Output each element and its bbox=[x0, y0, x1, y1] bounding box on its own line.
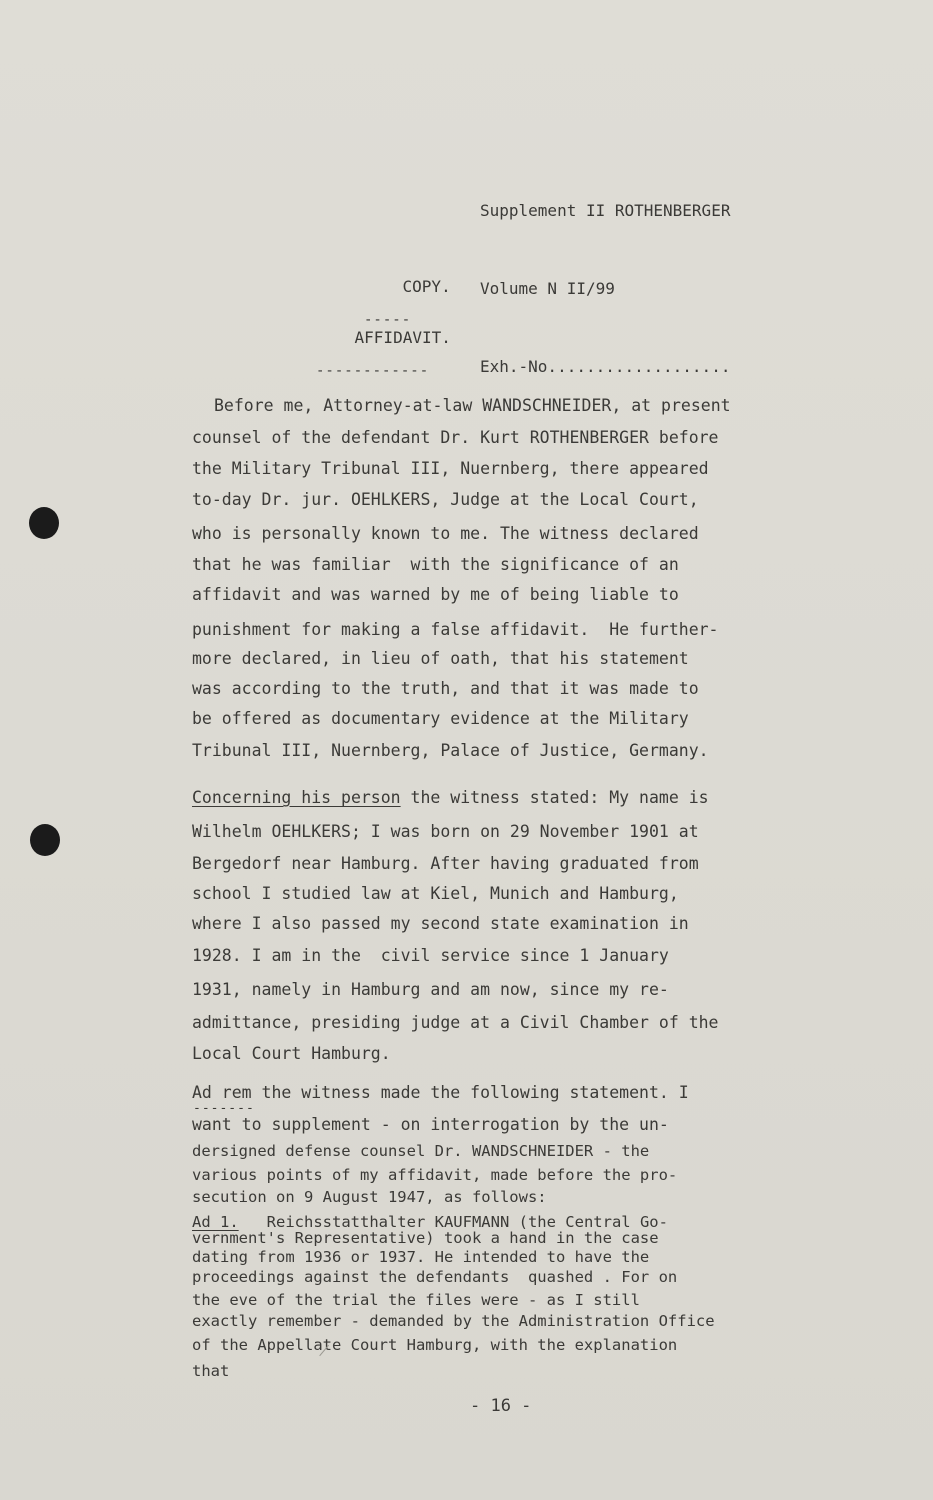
para1-line: that he was familiar with the significance of an bbox=[192, 555, 679, 574]
para3-line: dersigned defense counsel Dr. WANDSCHNEIDER - the bbox=[192, 1142, 650, 1160]
para3-first-line bbox=[192, 1083, 689, 1102]
para2-lead: Concerning his person bbox=[192, 788, 401, 807]
para2-line: Local Court Hamburg. bbox=[192, 1044, 391, 1063]
para1-line: was according to the truth, and that it was made to bbox=[192, 679, 699, 698]
para3-line: various points of my affidavit, made before the pro- bbox=[192, 1166, 678, 1184]
point1-line: of the Appellate Court Hamburg, with the explanation bbox=[192, 1336, 678, 1354]
para3-lead: Ad rem bbox=[192, 1083, 252, 1102]
para1-line: be offered as documentary evidence at the Military bbox=[192, 709, 689, 728]
para1-line: who is personally known to me. The witness declared bbox=[192, 524, 699, 543]
para2-first-rest: the witness stated: My name is bbox=[400, 788, 709, 807]
para2-line: admittance, presiding judge at a Civil Chamber of the bbox=[192, 1013, 719, 1032]
header-exhibit-number: Exh.-No................... bbox=[480, 357, 731, 376]
point1-line: proceedings against the defendants quashed . For on bbox=[192, 1268, 678, 1286]
header-supplement: Supplement II ROTHENBERGER bbox=[480, 201, 731, 220]
copy-label: COPY. bbox=[402, 277, 451, 296]
point1-line: that bbox=[192, 1362, 230, 1380]
exhibit-header bbox=[480, 146, 730, 432]
para2-line: 1928. I am in the civil service since 1 January bbox=[192, 946, 669, 965]
para2-line: Wilhelm OEHLKERS; I was born on 29 November 1901 at bbox=[192, 822, 699, 841]
point1-label: Ad 1. bbox=[192, 1213, 239, 1231]
para1-line: punishment for making a false affidavit. He further- bbox=[192, 620, 719, 639]
affidavit-label: AFFIDAVIT. bbox=[354, 328, 451, 347]
point1-line: vernment's Representative) took a hand in the case bbox=[192, 1229, 659, 1247]
para3-first-rest: the witness made the following statement. I bbox=[251, 1083, 689, 1102]
para2-first-line bbox=[192, 788, 709, 807]
para2-line: where I also passed my second state examination in bbox=[192, 914, 689, 933]
para3-line: secution on 9 August 1947, as follows: bbox=[192, 1188, 547, 1206]
punch-hole-bottom bbox=[30, 824, 60, 856]
para3-line: want to supplement - on interrogation by the un- bbox=[192, 1115, 669, 1134]
copy-underline: ----- bbox=[364, 312, 412, 328]
point1-line: the eve of the trial the files were - as I still bbox=[192, 1291, 640, 1309]
header-volume: Volume N II/99 bbox=[480, 279, 615, 298]
point1-first-rest: Reichsstatthalter KAUFMANN (the Central Go- bbox=[238, 1213, 668, 1231]
point1-line: exactly remember - demanded by the Administration Office bbox=[192, 1312, 715, 1330]
page-number: - 16 - bbox=[470, 1396, 532, 1416]
affidavit-underline: ------------ bbox=[316, 363, 430, 379]
para2-line: 1931, namely in Hamburg and am now, since my re- bbox=[192, 980, 669, 999]
para1-line: Tribunal III, Nuernberg, Palace of Justice, Germany. bbox=[192, 741, 709, 760]
para2-line: Bergedorf near Hamburg. After having graduated from bbox=[192, 854, 699, 873]
para1-line: to-day Dr. jur. OEHLKERS, Judge at the Local Court, bbox=[192, 490, 699, 509]
para1-line: more declared, in lieu of oath, that his statement bbox=[192, 649, 689, 668]
para3-lead-underline: ------- bbox=[193, 1101, 255, 1116]
para1-line: affidavit and was warned by me of being liable to bbox=[192, 585, 679, 604]
para1-line: the Military Tribunal III, Nuernberg, there appeared bbox=[192, 459, 709, 478]
para1-line: counsel of the defendant Dr. Kurt ROTHENBERGER before bbox=[192, 428, 719, 447]
para2-line: school I studied law at Kiel, Munich and Hamburg, bbox=[192, 884, 679, 903]
point1-line: dating from 1936 or 1937. He intended to have the bbox=[192, 1248, 650, 1266]
para1-line: Before me, Attorney-at-law WANDSCHNEIDER, at present bbox=[214, 396, 731, 415]
punch-hole-top bbox=[29, 507, 59, 539]
